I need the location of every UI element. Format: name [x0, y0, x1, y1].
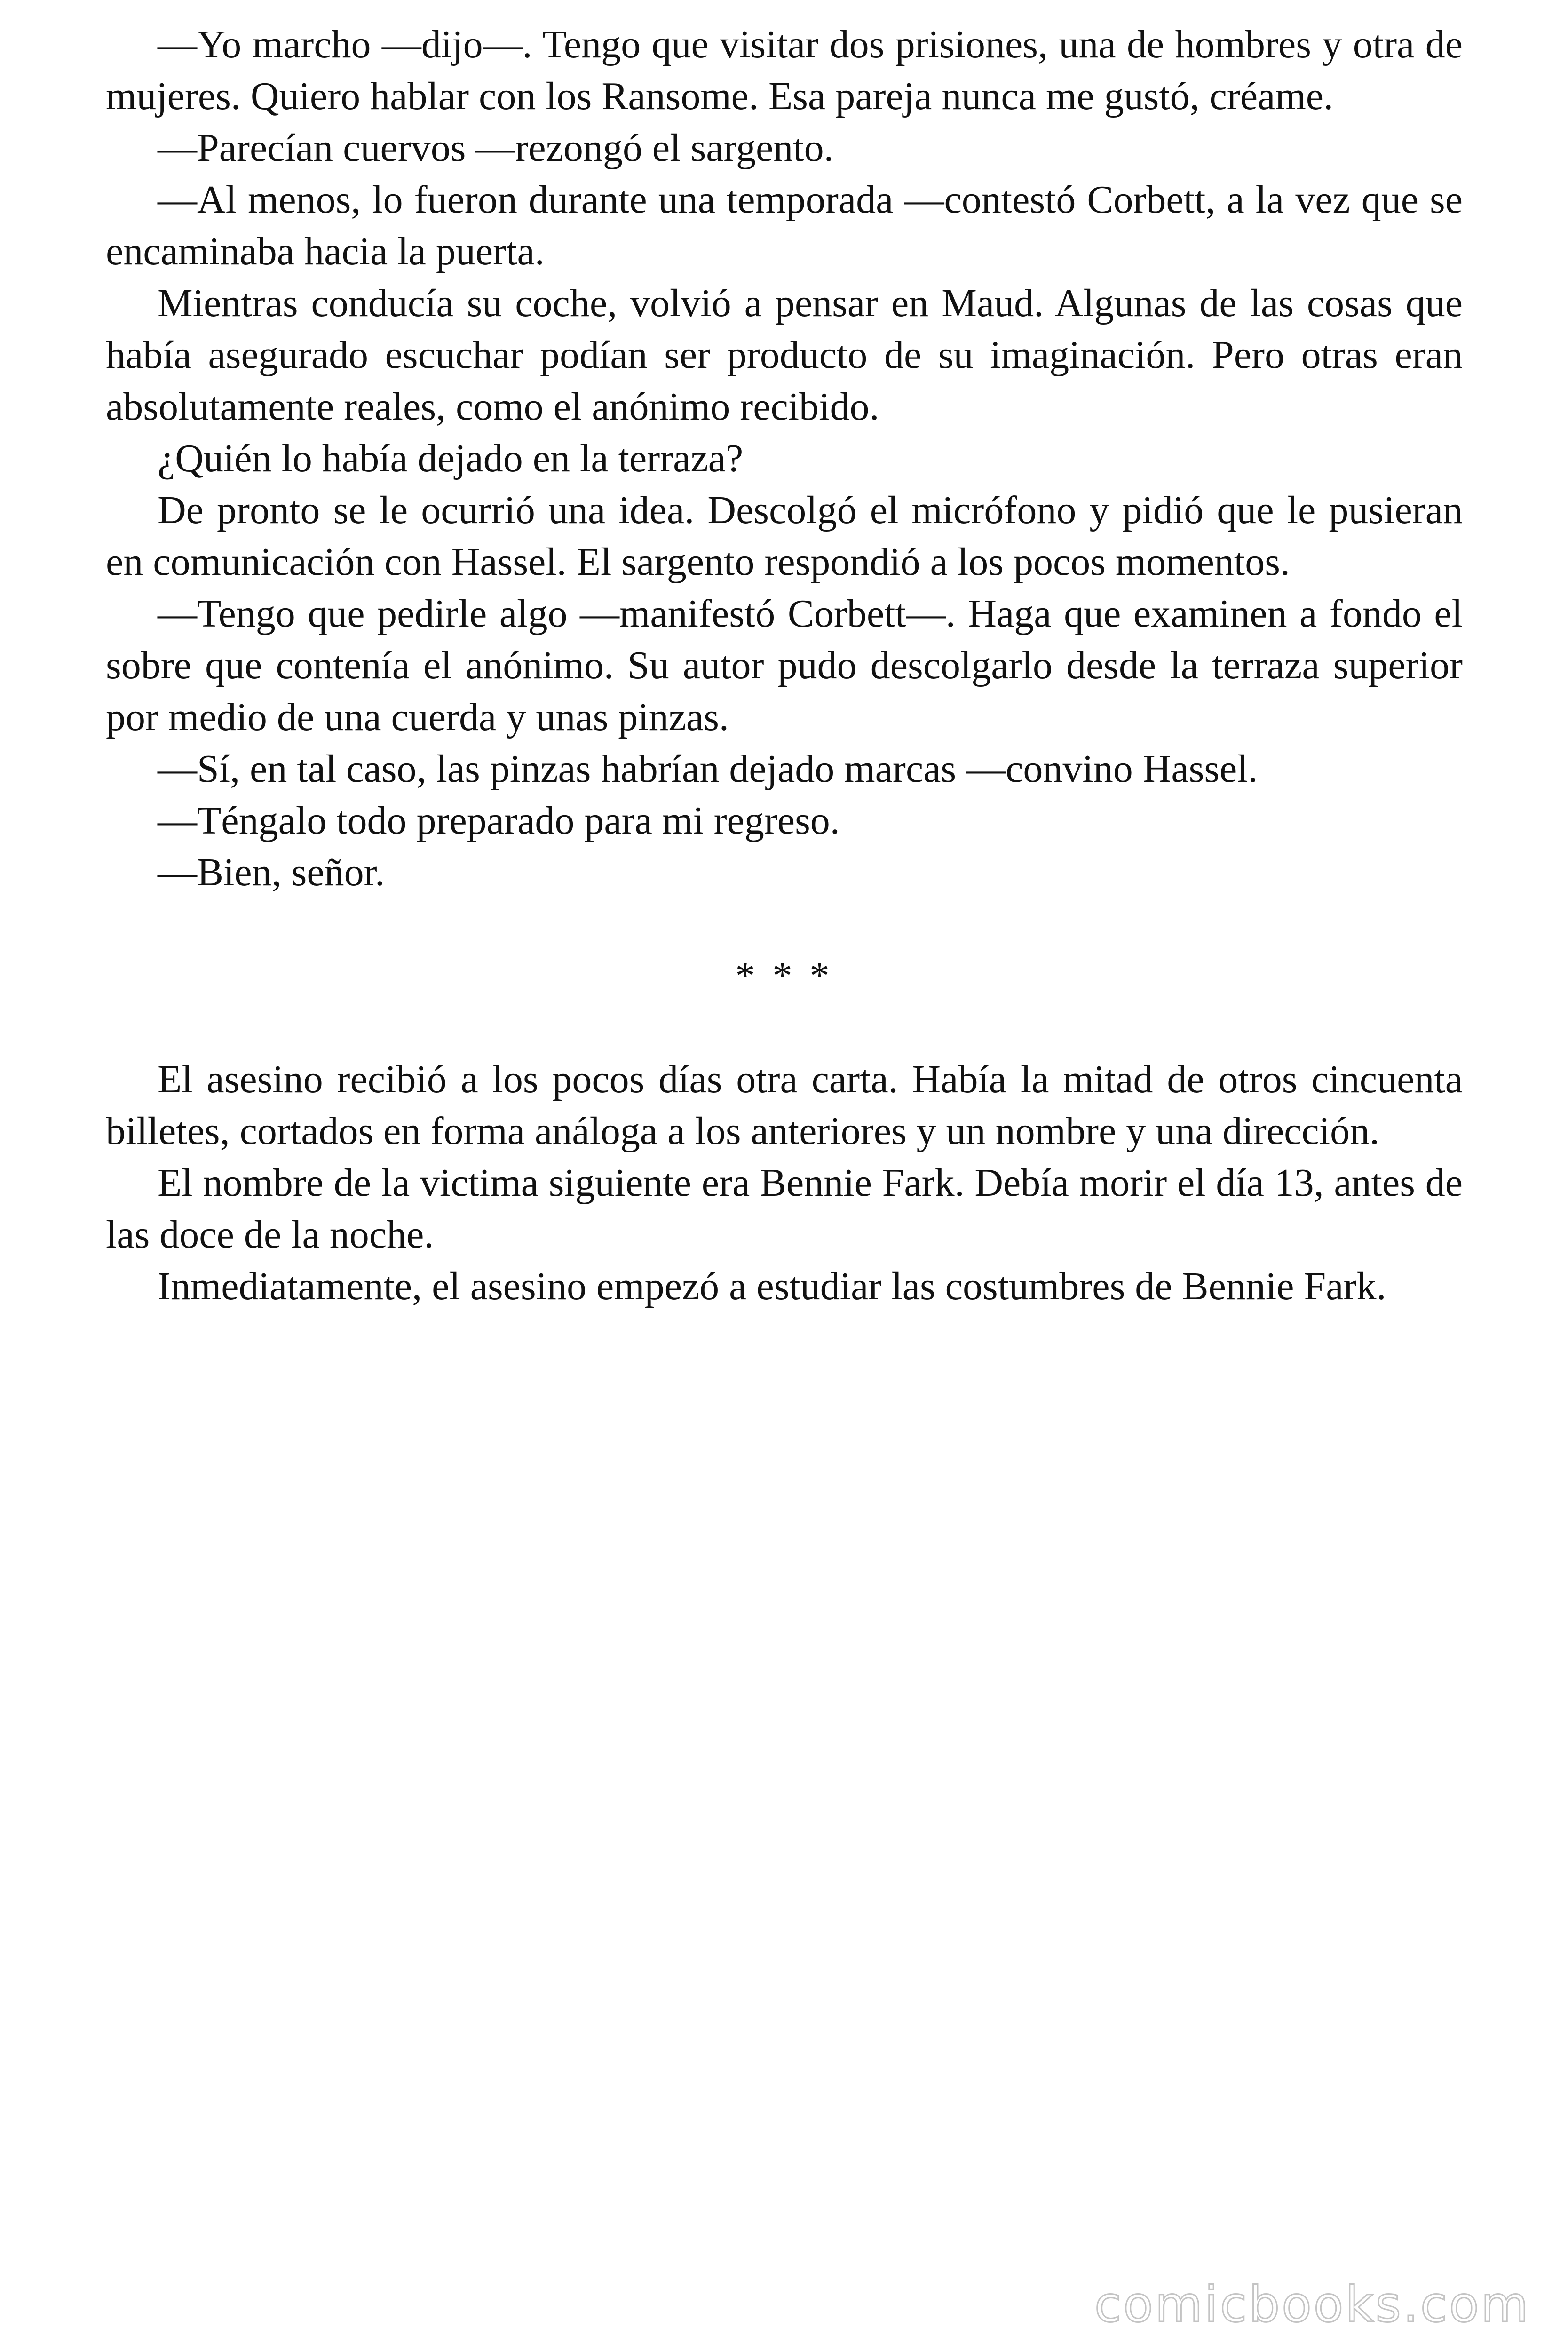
paragraph: Mientras conducía su coche, volvió a pensar en Maud. Algunas de las cosas que había asegurado escuchar podían ser producto de su imaginación. Pero otras eran absolutamente reales, como el anónimo recibido.: [106, 281, 1463, 429]
book-page: [106, 19, 1463, 1312]
paragraph: El asesino recibió a los pocos días otra carta. Había la mitad de otros cincuenta billetes, cortados en forma análoga a los anteriores y un nombre y una dirección.: [106, 1057, 1463, 1153]
paragraph: —Bien, señor.: [158, 850, 385, 894]
paragraph: Inmediatamente, el asesino empezó a estudiar las costumbres de Bennie Fark.: [158, 1264, 1386, 1308]
paragraph: —Parecían cuervos —rezongó el sargento.: [158, 126, 834, 170]
paragraph: —Sí, en tal caso, las pinzas habrían dejado marcas —convino Hassel.: [158, 747, 1258, 791]
watermark-logo: comicbooks.com: [1094, 2276, 1530, 2333]
paragraph: De pronto se le ocurrió una idea. Descolgó el micrófono y pidió que le pusieran en comunicación con Hassel. El sargento respondió a los pocos momentos.: [106, 488, 1463, 584]
paragraph: ¿Quién lo había dejado en la terraza?: [158, 437, 744, 480]
paragraph: —Al menos, lo fueron durante una temporada —contestó Corbett, a la vez que se encaminaba hacia la puerta.: [106, 178, 1463, 273]
paragraph: —Yo marcho —dijo—. Tengo que visitar dos prisiones, una de hombres y otra de mujeres. Quiero hablar con los Ransome. Esa pareja nunca me gustó, créame.: [106, 23, 1463, 118]
paragraph: —Téngalo todo preparado para mi regreso.: [158, 799, 840, 842]
paragraph: El nombre de la victima siguiente era Bennie Fark. Debía morir el día 13, antes de las doce de la noche.: [106, 1161, 1463, 1256]
section-separator: * * *: [735, 954, 833, 998]
paragraph: —Tengo que pedirle algo —manifestó Corbett—. Haga que examinen a fondo el sobre que contenía el anónimo. Su autor pudo descolgarlo desde la terraza superior por medio de una cuerda y unas pinzas.: [106, 592, 1463, 739]
